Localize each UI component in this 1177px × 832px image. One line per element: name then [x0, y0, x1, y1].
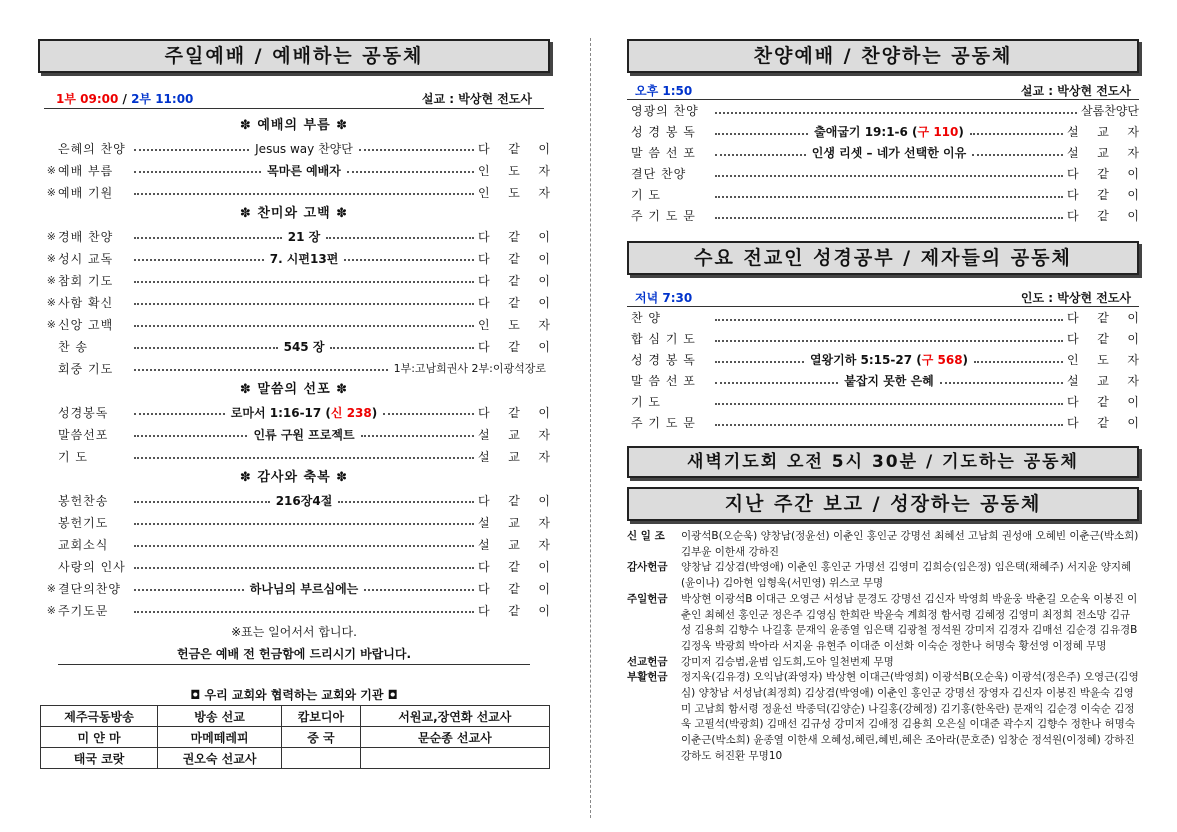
report-names: 강미저 김승범,윤범 임도희,도아 일천번제 무명 [681, 655, 894, 668]
order-row [38, 181, 550, 203]
order-content: 하나님의 부르심에는 [249, 581, 359, 596]
order-label: 신앙 고백 [58, 317, 114, 332]
standing-mark: ※ [46, 295, 56, 309]
standing-mark: ※ [46, 163, 56, 177]
leader-dots [130, 338, 478, 355]
leader-dots [130, 580, 478, 597]
order-row [627, 121, 1139, 142]
order-label: 말 씀 선 포 [631, 374, 696, 388]
standing-mark: ※ [46, 229, 56, 243]
order-label: 회중 기도 [58, 361, 114, 376]
order-leader: 다 같 이 [478, 603, 550, 618]
standing-mark: ※ [46, 273, 56, 287]
praise-worship-banner: 찬양예배 / 찬양하는 공동체 [627, 39, 1139, 73]
order-label: 사함 확신 [58, 295, 114, 310]
order-leader: 다 같 이 [1067, 395, 1139, 409]
order-label: 찬 송 [58, 339, 88, 354]
order-leader: 다 같 이 [478, 559, 550, 574]
order-leader: 설 교 자 [1067, 146, 1139, 160]
order-row [627, 391, 1139, 412]
order-leader: 다 같 이 [1067, 416, 1139, 430]
time-separator: / [118, 92, 132, 106]
table-row [41, 727, 550, 748]
order-row [38, 357, 550, 379]
table-cell: 문순종 선교사 [360, 727, 549, 748]
order-label: 기 도 [631, 188, 661, 202]
order-row [38, 269, 550, 291]
order-row [38, 445, 550, 467]
order-leader: 다 같 이 [478, 339, 550, 354]
order-label: 주 기 도 문 [631, 416, 696, 430]
leader-dots [130, 277, 478, 283]
order-content: 출애굽기 19:1-6 (구 110) [814, 125, 964, 139]
section-title: ✽ 감사와 축복 ✽ [239, 470, 349, 485]
standing-mark: ※ [46, 581, 56, 595]
order-label: 성시 교독 [58, 251, 114, 266]
leader-dots [130, 541, 478, 547]
table-cell [360, 748, 549, 769]
leader-dots [711, 420, 1067, 426]
order-leader: 설 교 자 [478, 449, 550, 464]
order-label: 성경봉독 [58, 405, 109, 420]
order-row [627, 100, 1139, 121]
order-leader: 인 도 자 [478, 163, 550, 178]
leader-dots [130, 426, 478, 443]
preacher: 설교 : 박상현 전도사 [421, 92, 532, 106]
table-cell: 미 얀 마 [41, 727, 158, 748]
praise-time-line [627, 83, 1139, 99]
order-row [627, 328, 1139, 349]
order-label: 봉헌기도 [58, 515, 109, 530]
order-leader: 다 같 이 [478, 141, 550, 156]
study-time-line [627, 290, 1139, 306]
order-label: 찬 양 [631, 311, 661, 325]
table-row [41, 748, 550, 769]
wednesday-study-banner: 수요 전교인 성경공부 / 제자들의 공동체 [627, 241, 1139, 275]
leader-dots [130, 250, 478, 267]
report-category: 주일헌금 [627, 592, 668, 605]
leader-dots [130, 607, 478, 613]
dawn-prayer-banner: 새벽기도회 오전 5시 30분 / 기도하는 공동체 [627, 446, 1139, 478]
order-row [38, 423, 550, 445]
order-leader: 다 같 이 [1067, 332, 1139, 346]
order-leader: 다 같 이 [1067, 167, 1139, 181]
order-leader: 다 같 이 [1067, 311, 1139, 325]
section-title: ✽ 예배의 부름 ✽ [239, 118, 349, 133]
sermon-title: 인생 리셋 – 네가 선택한 이유 [811, 146, 967, 160]
second-service-time: 2부 11:00 [131, 92, 194, 106]
order-label: 말씀선포 [58, 427, 109, 442]
order-label: 말 씀 선 포 [631, 146, 696, 160]
report-names: 박상현 이광석B 이대근 오영근 서성남 문경도 강명선 김신자 박영희 박윤웅 박춘길 오순욱 이봉진 이춘인 최혜선 홍인군 정은주 김영심 한희란 박윤숙 계희정 함서령 김혜정 김영미 최정희 전소망 김규성 김용희 김향수 나길홍 문재익 윤종열 임은택 김광철 정석원 강미저 김경자 김매선 김순경 김유경B 김정욱 박광희 박아라 서지윤 유현주 이대준 이선화 이숙순 정한나 허명숙 황선영 이정혜 무명 [681, 592, 1138, 652]
table-cell: 제주극동방송 [41, 706, 158, 727]
order-row [38, 313, 550, 335]
order-label: 은혜의 찬양 [58, 141, 126, 156]
leader-dots [130, 189, 478, 195]
order-row [38, 225, 550, 247]
sermon-title: 붙잡지 못한 은혜 [844, 374, 934, 388]
leader-dots [130, 162, 478, 179]
order-label: 성 경 봉 독 [631, 125, 696, 139]
leader-dots [711, 372, 1067, 389]
order-row [627, 412, 1139, 433]
order-row [627, 370, 1139, 391]
standing-mark: ※ [46, 317, 56, 331]
leader-dots [130, 140, 478, 157]
order-leader: 설 교 자 [1067, 374, 1139, 388]
standing-note: ※표는 일어서서 합니다. [231, 625, 357, 639]
leader-dots [130, 492, 478, 509]
order-leader: 설 교 자 [478, 515, 550, 530]
report-names: 양창남 김상겸(박영애) 이춘인 홍인군 가명선 김영미 김희승(임은정) 임은택(채혜주) 서지윤 양지혜(윤이나) 김아현 임형욱(서민영) 위스코 무명 [681, 561, 1132, 590]
leader-dots [711, 399, 1067, 405]
order-leader: 살롬찬양단 [1081, 104, 1139, 118]
order-label: 결단의찬양 [58, 581, 121, 596]
report-row [627, 655, 1139, 671]
left-column [38, 0, 550, 769]
order-leader: 다 같 이 [1067, 188, 1139, 202]
order-label: 교회소식 [58, 537, 109, 552]
order-content: 21 장 [287, 229, 321, 244]
order-row [38, 555, 550, 577]
order-label: 사랑의 인사 [58, 559, 126, 574]
order-row [38, 159, 550, 181]
study-leader: 인도 : 박상현 전도사 [1020, 291, 1131, 305]
report-category: 선교헌금 [627, 655, 668, 668]
order-leader: 다 같 이 [478, 581, 550, 596]
leader-dots [711, 351, 1067, 368]
praise-time: 오후 1:50 [635, 84, 693, 98]
leader-dots [130, 228, 478, 245]
standing-mark: ※ [46, 185, 56, 199]
order-row [38, 533, 550, 555]
order-label: 경배 찬양 [58, 229, 114, 244]
order-label: 기 도 [631, 395, 661, 409]
section-title: ✽ 찬미와 고백 ✽ [239, 206, 349, 221]
order-leader: 설 교 자 [1067, 125, 1139, 139]
leader-dots [130, 563, 478, 569]
order-content: Jesus way 찬양단 [255, 141, 353, 156]
order-row [38, 401, 550, 423]
order-content: 545 장 [283, 339, 325, 354]
order-leader: 인 도 자 [478, 185, 550, 200]
weekly-report-banner: 지난 주간 보고 / 성장하는 공동체 [627, 487, 1139, 521]
right-column [627, 0, 1139, 765]
table-cell [282, 748, 361, 769]
order-row [627, 205, 1139, 226]
column-divider [590, 38, 591, 818]
leader-dots [711, 171, 1067, 177]
report-row [627, 670, 1139, 764]
leader-dots [130, 404, 478, 421]
leader-dots [130, 299, 478, 305]
report-category: 감사헌금 [627, 561, 668, 574]
report-row [627, 592, 1139, 655]
order-content: 216장4절 [275, 493, 333, 508]
partners-table [40, 705, 550, 769]
leader-dots [130, 519, 478, 525]
order-row [38, 137, 550, 159]
order-label: 예배 기원 [58, 185, 114, 200]
order-leader: 다 같 이 [478, 229, 550, 244]
order-row [38, 335, 550, 357]
leader-dots [130, 360, 550, 376]
table-cell: 권오숙 선교사 [158, 748, 282, 769]
order-label: 예배 부름 [58, 163, 114, 178]
order-leader: 인 도 자 [1067, 353, 1139, 367]
order-row [627, 184, 1139, 205]
table-row [41, 706, 550, 727]
order-content: 목마른 예배자 [267, 163, 341, 178]
table-cell: 방송 선교 [158, 706, 282, 727]
report-names: 이광석B(오순욱) 양창남(정윤선) 이춘인 홍인군 강명선 최혜선 고남희 권성애 오혜빈 이춘근(박소희) 김부윤 이한새 강하진 [681, 530, 1139, 558]
leader-dots [130, 321, 478, 327]
table-cell: 캄보디아 [282, 706, 361, 727]
report-names: 정지욱(김유경) 오익남(좌영자) 박상현 이대근(박영희) 이광석B(오순욱) 이광석(정은주) 오영근(김영심) 양창남 서성남(최정희) 김상겸(박영애) 이춘인 홍인군 강명선 장영자 김신자 이봉진 박윤숙 김영미 고남희 함서령 정윤선 박종덕(김양순) 나길홍(강혜정) 김기홍(한옥란) 문재익 김순경 이숙순 김정욱 고필석(박광희) 김매선 김규성 강미저 김애정 김용희 오은실 이대준 곽수지 김향수 정한나 허명숙 이춘근(박소희) 윤종열 이한새 오혜성,혜린,혜빈,혜은 조아라(문호준) 임창순 정석원(이정혜) 강하진 강하도 허진환 무명10 [681, 671, 1139, 762]
order-label: 합 심 기 도 [631, 332, 696, 346]
report-category: 부활헌금 [627, 671, 668, 684]
order-row [38, 577, 550, 599]
partners-caption: ◘ 우리 교회와 협력하는 교회와 기관 ◘ [190, 688, 398, 702]
order-leader: 다 같 이 [478, 295, 550, 310]
table-cell: 마메떼레피 [158, 727, 282, 748]
order-content: 로마서 1:16-17 (신 238) [230, 405, 378, 420]
order-leader: 다 같 이 [478, 493, 550, 508]
table-cell: 중 국 [282, 727, 361, 748]
order-label: 성 경 봉 독 [631, 353, 696, 367]
service-times-line [38, 91, 550, 107]
order-row [38, 511, 550, 533]
order-label: 영광의 찬양 [631, 104, 699, 118]
order-label: 주 기 도 문 [631, 209, 696, 223]
order-row [38, 489, 550, 511]
order-row [38, 291, 550, 313]
order-row [627, 307, 1139, 328]
leader-dots [711, 108, 1081, 114]
order-row [627, 163, 1139, 184]
order-leader: 다 같 이 [478, 273, 550, 288]
prayer-leaders: 1부:고남희권사 2부:이광석장로 [393, 362, 546, 375]
order-row [38, 247, 550, 269]
order-leader: 다 같 이 [478, 405, 550, 420]
order-leader: 설 교 자 [478, 427, 550, 442]
weekly-report [627, 529, 1139, 765]
order-row [627, 349, 1139, 370]
report-row [627, 529, 1139, 560]
section-title: ✽ 말씀의 선포 ✽ [239, 382, 349, 397]
praise-preacher: 설교 : 박상현 전도사 [1020, 84, 1131, 98]
leader-dots [711, 192, 1067, 198]
divider-rule [44, 108, 544, 109]
table-cell: 서원교,장연화 선교사 [360, 706, 549, 727]
study-time: 저녁 7:30 [635, 291, 693, 305]
order-leader: 다 같 이 [478, 251, 550, 266]
leader-dots [711, 213, 1067, 219]
sermon-title: 인류 구원 프로젝트 [253, 427, 355, 442]
order-label: 봉헌찬송 [58, 493, 109, 508]
order-leader: 다 같 이 [1067, 209, 1139, 223]
order-row [627, 142, 1139, 163]
standing-mark: ※ [46, 603, 56, 617]
order-leader: 설 교 자 [478, 537, 550, 552]
report-row [627, 560, 1139, 591]
leader-dots [130, 453, 478, 459]
sunday-worship-banner: 주일예배 / 예배하는 공동체 [38, 39, 550, 73]
order-label: 결단 찬양 [631, 167, 687, 181]
order-leader: 인 도 자 [478, 317, 550, 332]
report-category: 신 일 조 [627, 530, 665, 542]
standing-mark: ※ [46, 251, 56, 265]
order-content: 7. 시편13편 [269, 251, 339, 266]
order-label: 기 도 [58, 449, 88, 464]
leader-dots [711, 123, 1067, 140]
offering-note: 헌금은 예배 전 헌금함에 드리시기 바랍니다. [58, 643, 530, 665]
service-times [56, 91, 193, 107]
leader-dots [711, 144, 1067, 161]
order-content: 열왕기하 5:15-27 (구 568) [809, 353, 969, 367]
leader-dots [711, 336, 1067, 342]
order-label: 주기도문 [58, 603, 109, 618]
order-label: 참회 기도 [58, 273, 114, 288]
leader-dots [711, 315, 1067, 321]
first-service-time: 1부 09:00 [56, 92, 119, 106]
order-row [38, 599, 550, 621]
table-cell: 태국 코랏 [41, 748, 158, 769]
